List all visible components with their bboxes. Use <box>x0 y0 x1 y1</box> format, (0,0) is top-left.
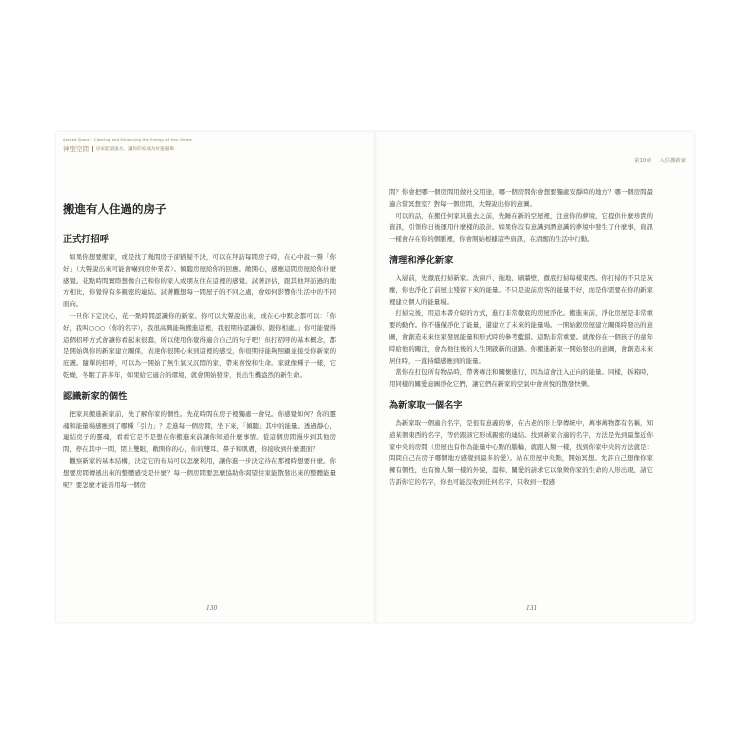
paragraph: 可以的話，在搬任何家具進去之前，先睡在新的空屋裡，注意你的夢境，它提供什麼珍貴的資訊，引領你日後運用什麼樣的設計。如果你沒有意識到潛意識的夢境中發生了什麼事，資訊一樣會存在你的個脈裡，你會開始根據這些資訊，在清醒的生活中行動。 <box>389 211 653 244</box>
book-spread <box>56 132 694 622</box>
right-page <box>375 132 694 622</box>
paragraph: 如果你想要搬家，或是找了幾間房子卻猶疑不決，可以在拜訪每間房子時，在心中說一聲「你好」（大聲說出來可能會嚇到房仲業者）。傾聽房屋給你的回應。敞開心，感應這間房屋給你什麼感覺。花點時間實際想像自己和你的家人或朋友住在這裡的感覺。試著評估，跟其他拜訪過的地方相比，你覺得有多親密的連結。試著觀想每一間屋子的不同之處，會如何影響你生活中的不同面向。 <box>63 253 336 309</box>
left-page <box>56 132 375 622</box>
paragraph: 打掃完後，用這本書介紹的方式，進行非常徹底的房屋淨化。搬進來前，淨化房屋是非常重要的動作。你不僅僅淨化了能量，還建立了未來的能量場。一開始銀房屋建立關係時發出的意圖，會創造未來住家發展能量和形式時的參考藍錯。這點非常重要。就像你在一個孩子的童年時給他的關注，會為他往後的人生開啟新的道路。你搬進新家一開始發出的意圖，會創造未來居住時，一直持續感應到的能量。 <box>389 309 653 365</box>
section-heading: 為新家取一個名字 <box>389 399 463 411</box>
paragraph: 為新家取一個適合名字，是很有意義的事，在古老的形上學傳統中，萬事萬物都有名稱，知道某個東西的名字，等於跟該它形成親密的連結。找到新家合適的名字，方法是先到最靠近你家中央的房間（房屋也有作為能量中心點的腦輪，就跟人類一樣，找到你家中央的方法就是：問問自己在房子哪個地方感覺到最多的愛）。站在房屋中央點，開始冥想。允許自己想像你家擁有個性，也有像人類一樣的外貌，溫和、關愛的請求它以象徵你家的生命的人形出現，請它告訴你它的名字，你也可能沒收到任何名字，只收到一股感 <box>389 418 653 486</box>
paragraph: 觀察新家的基本結構，決定它的布局可以怎麼利用，讓你進一步決定待在那裡時想要什麼。你想要房間傳遞出來的整體感受是什麼？每一個房間要怎麼協助你渴望住家能散發出來的整體能量呢？要怎麼才能善用每一個房 <box>63 456 336 489</box>
header-subtitle: 居家能量風水，讓你的家成為好運磁場 <box>95 146 174 152</box>
header-divider <box>92 146 93 152</box>
running-header-right <box>634 156 686 164</box>
paragraph: 入層前，先徹底打掃新家。洗窗戶、拖地、刷牆壁，徹底打掃每樣東西。你打掃的不只是灰塵，你也淨化了前屋主殘留下來的能量。不只是說前房客的能量不好，而是你需要在你的新家裡建立個人的能量場。 <box>389 273 653 306</box>
left-page-content <box>63 190 336 491</box>
paragraph: 間？你會把哪一個房間用做社交用途，哪一個房間你會想要獨處安靜時的地方？哪一個房間最適合當冥想室？對每一個房間，大聲說出你的意圖。 <box>389 188 653 208</box>
header-brand: 神聖空間 <box>63 145 89 153</box>
page-number-left: 130 <box>206 605 218 612</box>
header-chapter-number: 第10章 <box>634 158 652 164</box>
section-heading: 正式打招呼 <box>63 234 109 245</box>
header-english-title: Sacred Space · Clearing and Enhancing the Energy of Your Home <box>63 138 192 142</box>
chapter-heading: 搬進有人住過的房子 <box>63 202 167 216</box>
section-heading: 清理和淨化新家 <box>389 254 454 266</box>
right-page-content <box>389 187 653 489</box>
page-number-right: 131 <box>526 605 538 612</box>
paragraph: 當你在打包所有物品時，帶著專注和關懷進行，因為這會注入正向的能量。同樣，拆箱時，用同樣的關愛意圖淨化它們，讓它們在新家的空氣中會喜悅的散發快樂。 <box>389 368 653 389</box>
section-heading: 認識新家的個性 <box>63 390 128 402</box>
running-header-left <box>63 138 283 153</box>
paragraph: 把家具搬進新家前，先了解你家的個性。先花時間在房子裡獨處一會兒。你感覺如何？你的靈魂和能量場感應到了哪種「引力」？走進每一個房間，坐下來，「傾聽」其中的能量。透過靜心，連結房子的靈魂，看看它是不是想在你搬進來前讓你知道什麼事情。從這個房間漫步到其他房間，停在其中一間，閉上雙眼，敞開你的心，你的雙耳、鼻子和肌膚，你接收到什麼畫面？ <box>63 409 336 454</box>
paragraph: 一旦你下定決心，花一點時間認識你的新家。你可以大聲說出來，或在心中默念都可以：「你好，我叫○○○（你的名字），我很高興能夠搬進這裡，我很期待認識你、跟你相處。」你可能覺得這個招呼方式會讓你看起來很蠢，所以使用你覺得適合自己的句子吧！但打招呼的基本概念，都是開始與你的新家建立關係，表達你很開心來到這裡的感受，你很期待能夠照顧並接受你新家的庇護。隨單的招呼，可以為一開始了無生氣又沉悶的家，帶來喜悅和生命。家就像種子一樣，它乾燥，冬眠了許多年，如果給它適合的環境，就會開始發芽，長出生機盎然的新生命。 <box>63 311 336 379</box>
header-chapter-title: 入住搬新家 <box>659 158 686 164</box>
